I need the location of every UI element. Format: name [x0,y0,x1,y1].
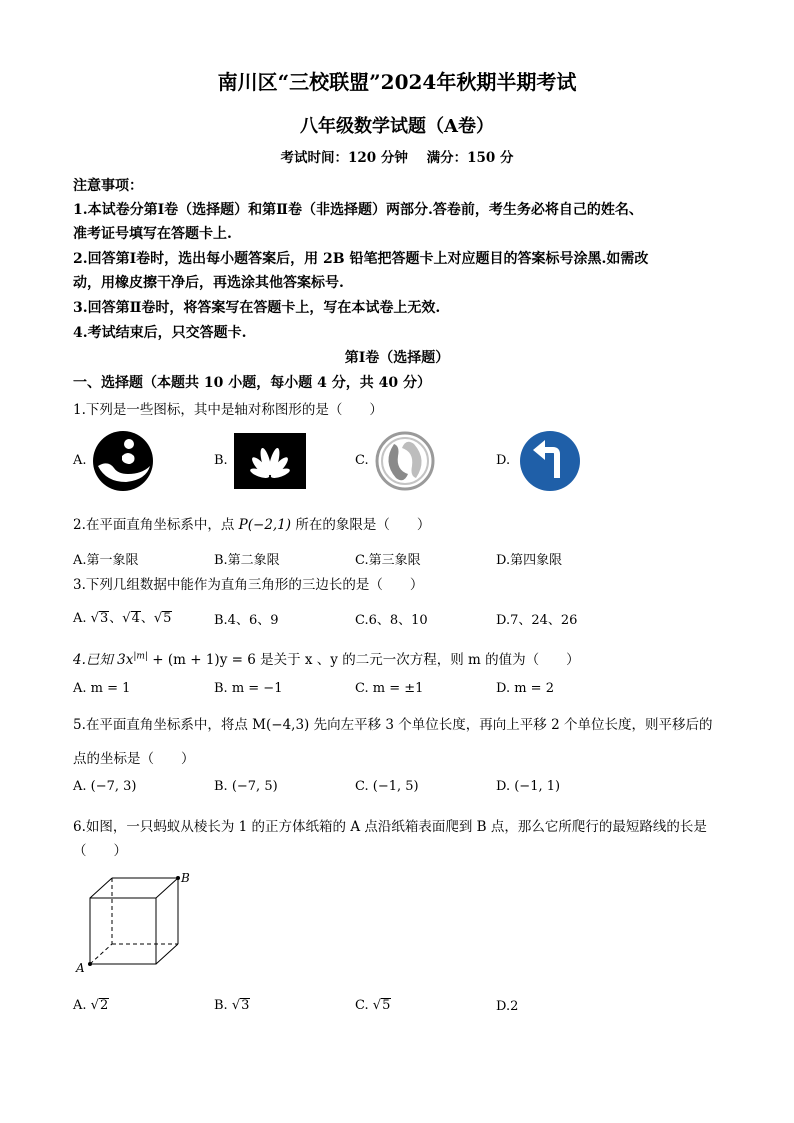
sqrt-5-c: √5 [372,998,391,1013]
section-heading: 一、选择题（本题共 10 小题，每小题 4 分，共 40 分） [73,375,431,391]
q4-stem-text-b: + (m + 1)y = 6 是关于 x 、y 的二元一次方程，则 m 的值为（ ） [147,652,580,668]
q2-option-c: C.第三象限 [355,553,421,568]
note-line-4: 动，用橡皮擦干净后，再选涂其他答案标号. [73,275,344,291]
q6-option-d: D.2 [496,999,519,1014]
note-line-1: 1.本试卷分第Ⅰ卷（选择题）和第Ⅱ卷（非选择题）两部分.答卷前，考生务必将自己的姓名、 [73,202,643,218]
q5-option-b: B. (−7, 5) [214,779,278,794]
q6-option-c-label: C. [355,998,369,1013]
q4-stem-text-a: 4.已知 3x [73,652,134,668]
point-b-dot [176,876,180,880]
q5-stem-line-2: 点的坐标是（ ） [73,751,195,767]
q1-stem: 1.下列是一些图标，其中是轴对称图形的是（ ） [73,402,383,418]
q6-stem-line-2: （ ） [73,843,127,859]
q3-stem: 3.下列几组数据中能作为直角三角形的三边长的是（ ） [73,577,424,593]
exam-subtitle: 八年级数学试题（A卷） [300,116,494,137]
q6-option-c [355,998,391,1013]
turn-left-sign-icon [519,430,581,492]
sqrt-4: √4 [122,611,140,626]
q3-sep-2: 、 [140,611,154,626]
q5-stem-line-1: 5.在平面直角坐标系中，将点 M(−4,3) 先向左平移 3 个单位长度，再向上平移 2 个单位长度，则平移后的 [73,717,713,733]
q1-label-c: C. [355,453,369,468]
q2-stem [73,513,430,533]
q4-stem [73,648,580,668]
q3-option-a [73,607,172,626]
q1-label-b: B. [214,453,228,468]
q6-option-a [73,998,109,1013]
q6-option-b-label: B. [214,998,228,1013]
q3-option-a-label: A. [73,611,87,626]
notes-heading: 注意事项： [73,178,143,194]
q4-option-c: C. m = ±1 [355,681,424,696]
point-a-label: A [76,961,85,975]
q4-exponent: |m| [133,651,148,662]
cube-diagram [70,866,200,976]
q2-option-b: B.第二象限 [214,553,280,568]
point-a-dot [88,962,92,966]
section-title: 第Ⅰ卷（选择题） [344,350,450,366]
q2-option-a: A.第一象限 [73,553,139,568]
q3-option-b: B.4、6、9 [214,613,279,628]
q2-stem-text-b: 所在的象限是（ ） [291,517,431,533]
q6-option-a-label: A. [73,998,87,1013]
note-line-6: 4.考试结束后，只交答题卡. [73,325,247,341]
q6-stem-line-1: 6.如图，一只蚂蚁从棱长为 1 的正方体纸箱的 A 点沿纸箱表面爬到 B 点，那么它所爬行的最短路线的长是 [73,819,707,835]
q3-sep-1: 、 [109,611,123,626]
ring-logo-icon [374,430,436,492]
q3-option-d: D.7、24、26 [496,613,578,628]
exam-meta: 考试时间：120 分钟 满分：150 分 [280,150,514,166]
q1-label-d: D. [496,453,511,468]
q4-option-d: D. m = 2 [496,681,554,696]
sqrt-3: √3 [90,611,109,626]
note-line-5: 3.回答第Ⅱ卷时，将答案写在答题卡上，写在本试卷上无效. [73,300,441,316]
sqrt-2: √2 [90,998,109,1013]
q5-option-d: D. (−1, 1) [496,779,561,794]
sqrt-3-b: √3 [231,998,250,1013]
point-b-label: B [181,871,190,885]
q4-option-b: B. m = −1 [214,681,283,696]
q3-option-c: C.6、8、10 [355,613,428,628]
q2-stem-text-a: 2.在平面直角坐标系中，点 [73,517,239,533]
note-line-2: 准考证号填写在答题卡上. [73,226,232,242]
q5-option-c: C. (−1, 5) [355,779,419,794]
exam-title: 南川区“三校联盟”2024年秋期半期考试 [217,70,577,94]
q1-label-a: A. [73,453,87,468]
q5-option-a: A. (−7, 3) [73,779,137,794]
q4-option-a: A. m = 1 [73,681,131,696]
huawei-logo-icon [234,433,306,489]
q6-option-b [214,998,250,1013]
sqrt-5: √5 [153,611,172,626]
swirl-logo-icon [92,430,154,492]
q2-option-d: D.第四象限 [496,553,563,568]
note-line-3: 2.回答第Ⅰ卷时，选出每小题答案后，用 2B 铅笔把答题卡上对应题目的答案标号涂黑.如需改 [73,251,649,267]
q2-point: P(−2,1) [238,517,292,533]
